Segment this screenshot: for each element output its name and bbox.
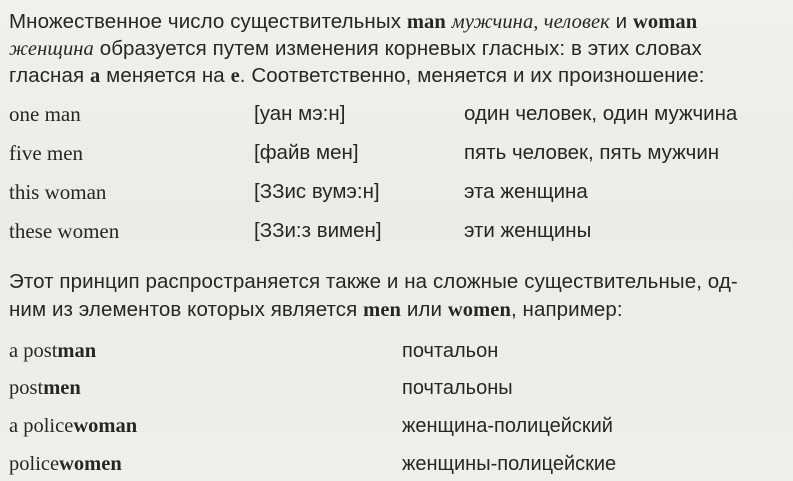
english-word: five men (9, 141, 84, 165)
table-row (0, 182, 793, 206)
example-english (9, 454, 122, 475)
example-russian: почтальон (402, 340, 499, 362)
intro-line-1 (9, 12, 697, 33)
term-woman: woman (633, 11, 698, 33)
transcription: [ЗЗис вумэ:н] (254, 180, 380, 203)
example-english (9, 341, 96, 362)
intro-text: гласная (9, 64, 90, 87)
russian-translation: эти женщины (464, 219, 592, 242)
term-man: man (406, 11, 446, 33)
intro-text: . Соответственно, меняется и их произношение: (239, 64, 705, 87)
example-english (9, 378, 81, 399)
example-bold-part: woman (73, 415, 138, 437)
vowel-a: a (89, 65, 101, 87)
example-prefix: post (9, 377, 44, 399)
example-bold-part: men (43, 377, 81, 399)
intro-text: Множественное число существительных (9, 10, 407, 33)
english-word: these women (9, 219, 120, 243)
russian-translation: один человек, один мужчина (464, 102, 738, 125)
term-woman-translation: женщина (9, 38, 94, 60)
compound-text: или (401, 298, 448, 321)
example-russian: женщины-полицейские (402, 453, 617, 475)
transcription: [ЗЗи:з вимен] (254, 219, 382, 242)
table-row (0, 104, 793, 128)
example-english (9, 416, 137, 437)
term-men: men (363, 299, 402, 321)
english-word: one man (9, 102, 81, 126)
intro-text: меняется на (100, 64, 231, 87)
vowel-e: e (230, 65, 240, 87)
table-row (0, 143, 793, 167)
table-row (0, 221, 793, 245)
example-prefix: a post (9, 340, 58, 362)
transcription: [уан мэ:н] (254, 102, 346, 125)
example-bold-part: man (57, 340, 97, 362)
english-word: this woman (9, 180, 107, 204)
intro-line-3 (9, 66, 705, 87)
compound-line-2 (9, 300, 623, 321)
example-bold-part: women (59, 453, 122, 475)
example-prefix: police (9, 453, 60, 475)
compound-line-1: Этот принцип распространяется также и на сложные существительные, од- (9, 270, 738, 293)
intro-text: и (609, 10, 633, 33)
compound-text: ним из элементов которых является (9, 298, 364, 321)
example-russian: женщина-полицейский (402, 415, 613, 437)
term-women: women (447, 299, 511, 321)
intro-line-2 (9, 39, 702, 60)
transcription: [файв мен] (254, 141, 359, 164)
term-man-translation: мужчина, человек (451, 11, 610, 33)
russian-translation: эта женщина (464, 180, 588, 203)
compound-text: , например: (510, 298, 623, 321)
intro-text: образуется путем изменения корневых гласных: в этих словах (93, 37, 702, 60)
russian-translation: пять человек, пять мужчин (464, 141, 720, 164)
example-russian: почтальоны (402, 377, 513, 399)
example-prefix: a police (9, 415, 74, 437)
